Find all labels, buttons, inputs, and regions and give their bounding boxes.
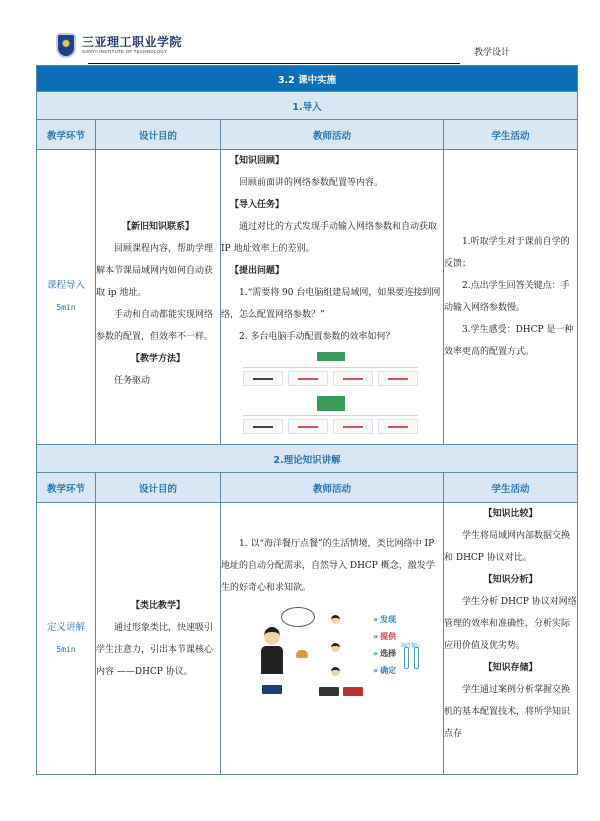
chef-icon bbox=[331, 643, 340, 652]
stage-duration: 5min bbox=[56, 303, 76, 312]
student-heading: 【知识存储】 bbox=[483, 663, 538, 673]
table-row-intro bbox=[37, 150, 578, 445]
student-heading: 【知识比较】 bbox=[483, 509, 538, 519]
purpose-text: 通过形象类比，快速吸引学生注意力，引出本节课核心内容 ——DHCP 协议。 bbox=[96, 622, 214, 677]
verb-discover: » 发现 bbox=[373, 615, 397, 624]
purpose-cell bbox=[96, 503, 221, 775]
student-text: 3.学生感受：DHCP 是一种效率更高的配置方式。 bbox=[444, 325, 574, 357]
column-header-student: 学生活动 bbox=[444, 473, 578, 503]
header-divider bbox=[88, 63, 460, 64]
teacher-text: 回顾前面讲的网络参数配置等内容。 bbox=[239, 178, 384, 188]
part-title-intro: 1.导入 bbox=[37, 92, 578, 120]
purpose-text: 回顾课程内容，帮助学理解本节课局域网内如何自动获取 ip 地址。 bbox=[96, 244, 214, 298]
lesson-plan-table bbox=[36, 65, 578, 775]
student-text: 学生通过案例分析掌握交换机的基本配置技术，将所学知识点存 bbox=[444, 685, 571, 739]
teacher-text: 通过对比的方式发现手动输入网络参数和自动获取 IP 地址效率上的差别。 bbox=[221, 222, 438, 254]
school-logo bbox=[56, 33, 182, 58]
school-name-cn: 三亚理工职业学院 bbox=[82, 35, 183, 49]
customer-tag bbox=[262, 685, 282, 694]
stage-cell bbox=[37, 150, 96, 445]
stage-cell bbox=[37, 503, 96, 775]
page-header bbox=[0, 0, 600, 66]
purpose-heading: 【新旧知识联系】 bbox=[121, 222, 194, 232]
column-header-teacher: 教师活动 bbox=[221, 120, 444, 150]
column-header-stage: 教学环节 bbox=[37, 473, 96, 503]
student-text: 学生将局域网内部数据交换和 DHCP 协议对比。 bbox=[444, 531, 571, 563]
purpose-text: 手动和自动都能实现网络参数的配置，但效率不一样。 bbox=[96, 310, 214, 342]
part-title-theory: 2.理论知识讲解 bbox=[37, 445, 578, 473]
column-header-row bbox=[37, 120, 578, 150]
student-cell bbox=[444, 503, 578, 775]
column-header-row bbox=[37, 473, 578, 503]
teacher-text: 1. 以“海洋餐厅点餐”的生活情境，类比网络中 IP 地址的自动分配需求，自然导入 DHCP 概念，激发学生的好奇心和求知欲。 bbox=[221, 539, 435, 593]
verb-offer: » 提供 bbox=[373, 632, 397, 641]
purpose-cell bbox=[96, 150, 221, 445]
teacher-heading: 【导入任务】 bbox=[230, 200, 285, 210]
staff-tag bbox=[343, 687, 363, 696]
stage-duration: 5min bbox=[56, 644, 76, 654]
speech-bubble-icon bbox=[281, 607, 315, 627]
school-name-en: SANYA INSTITUTE OF TECHNOLOGY bbox=[82, 49, 168, 54]
column-header-purpose: 设计目的 bbox=[96, 473, 221, 503]
staff-tag bbox=[319, 687, 339, 696]
student-heading: 【知识分析】 bbox=[483, 575, 538, 585]
stage-name: 课程导入 bbox=[46, 280, 85, 291]
teacher-heading: 【知识回顾】 bbox=[230, 156, 285, 166]
student-text: 1.听取学生对于课前自学的反馈； bbox=[444, 237, 570, 269]
purpose-text: 任务驱动 bbox=[114, 376, 151, 386]
teacher-heading: 【提出问题】 bbox=[230, 266, 285, 276]
teacher-cell bbox=[221, 150, 444, 445]
column-header-purpose: 设计目的 bbox=[96, 120, 221, 150]
teacher-question: 2. 多台电脑手动配置参数的效率如何？ bbox=[239, 332, 395, 342]
flowchart-root-node bbox=[317, 352, 345, 361]
column-header-student: 学生活动 bbox=[444, 120, 578, 150]
column-header-teacher: 教师活动 bbox=[221, 473, 444, 503]
burger-icon bbox=[296, 650, 308, 658]
comparison-flowchart-image bbox=[243, 352, 418, 434]
verb-confirm: » 确定 bbox=[373, 666, 397, 675]
verb-select: » 选择 bbox=[373, 649, 397, 658]
student-cell bbox=[444, 150, 578, 445]
stage-name: 定义讲解 bbox=[46, 621, 85, 633]
student-text: 学生分析 DHCP 协议对网络管理的效率和准确性，分析实际应用价值及优劣势。 bbox=[444, 597, 577, 651]
flowchart-root-node bbox=[317, 396, 345, 411]
waiter-icon bbox=[331, 615, 340, 624]
student-text: 2.点出学生回答关键点：手动输入网络参数慢。 bbox=[444, 281, 570, 313]
teacher-question: 1.“需要将 90 台电脑组建局域网，如果要连接到网络，怎么配置网络参数？” bbox=[221, 288, 441, 320]
table-row-definition bbox=[37, 503, 578, 775]
restaurant-analogy-image bbox=[241, 605, 441, 705]
purpose-heading: 【教学方法】 bbox=[130, 354, 185, 364]
section-title: 3.2 课中实施 bbox=[37, 66, 578, 92]
restaurant-label: 海洋餐厅 bbox=[401, 643, 422, 649]
purpose-heading: 【类比教学】 bbox=[130, 600, 185, 611]
customer-figure-icon bbox=[261, 627, 283, 677]
column-header-stage: 教学环节 bbox=[37, 120, 96, 150]
fork-icon bbox=[404, 647, 409, 669]
document-type-label: 教学设计 bbox=[474, 48, 511, 58]
knife-icon bbox=[414, 647, 419, 669]
school-crest-icon bbox=[56, 33, 76, 58]
teacher-cell bbox=[221, 503, 444, 775]
cashier-icon bbox=[331, 667, 340, 676]
